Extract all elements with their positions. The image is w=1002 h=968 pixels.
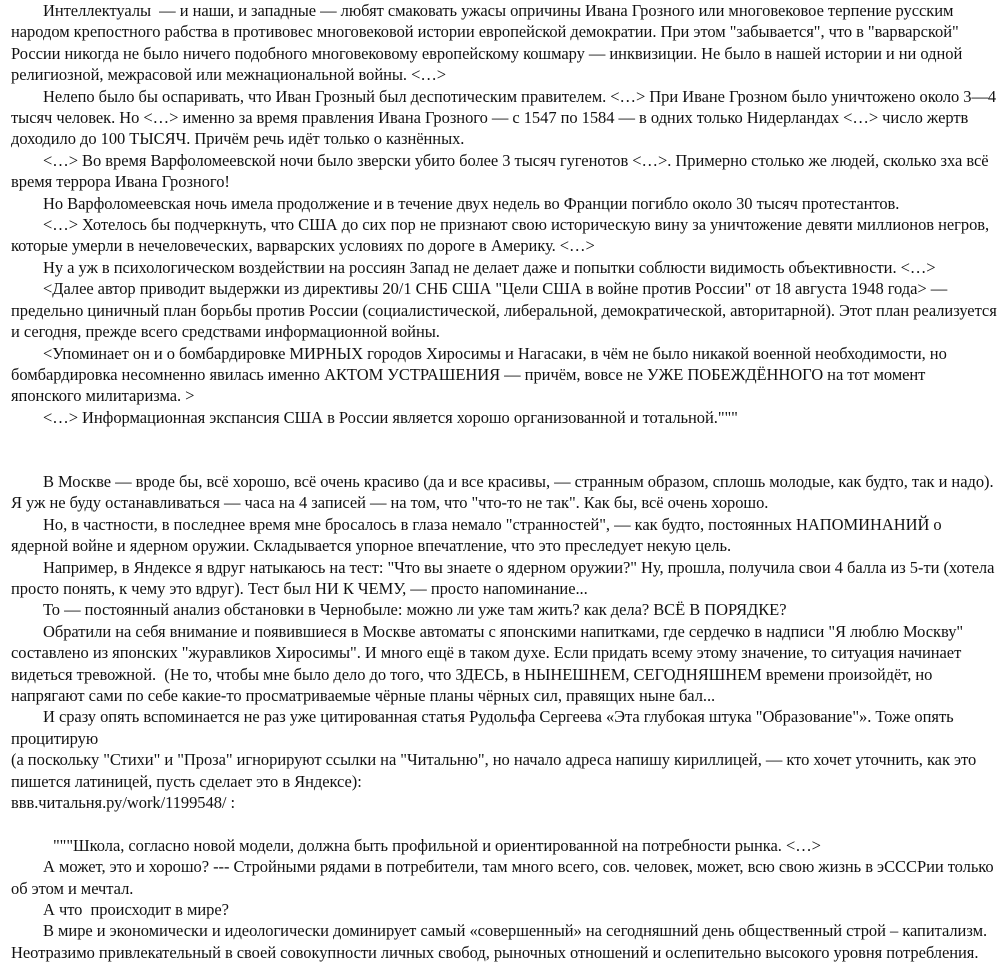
paragraph: А может, это и хорошо? --- Стройными рядами в потребители, там много всего, сов. человек, может, всю свою жизнь в эСССРии только об этом и мечтал. [11, 857, 998, 898]
paragraph: В Москве — вроде бы, всё хорошо, всё очень красиво (да и все красивы, — странным образом, сплошь молодые, как будто, так и надо). Я уж не буду останавливаться — часа на 4 записей — на том, что "что-то не так". Как бы, всё очень хорошо. [11, 471, 998, 513]
paragraph: Обратили на себя внимание и появившиеся в Москве автоматы с японскими напитками, где сердечко в надписи "Я люблю Москву" составлено из японских "журавликов Хиросимы". И много ещё в таком духе. Если придать всему этому значение, то ситуация начинает видеться тревожной. (Не то, чтобы мне было дело до того, что ЗДЕСЬ, в НЫНЕШНЕМ, СЕГОДНЯШНЕМ времени произойдёт, но напрягают сами по себе какие-то просматриваемые чёрные планы чёрных сил, правящих ныне бал... [11, 621, 968, 705]
paragraph: <Далее автор приводит выдержки из директивы 20/1 СНБ США "Цели США в войне против России" от 18 августа 1948 года> — предельно циничный план борьбы против России (социалистической, либеральной, демократической, авторитарной). Этот план реализуется и сегодня, прежде всего средствами информационной войны. [11, 279, 1001, 342]
paragraph: <…> Информационная экспансия США в России является хорошо организованной и тотальной.""" [43, 407, 738, 427]
link-text: ввв.читальня.ру/work/1199548/ : [11, 793, 236, 812]
paragraph: Например, в Яндексе я вдруг натыкаюсь на тест: "Что вы знаете о ядерном оружии?" Ну, прошла, получила свои 4 балла из 5-ти (хотела просто понять, к чему это вдруг). Тест был НИ К ЧЕМУ, — просто напоминание... [11, 557, 999, 598]
paragraph: В мире и экономически и идеологически доминирует самый «совершенный» на сегодняшний день общественный строй – капитализм. Неотразимо привлекательный в своей совокупности личных свобод, рыночных отношений и ослепительно высокого уровня потребления. [11, 921, 992, 962]
paragraph: <Упоминает он и о бомбардировке МИРНЫХ городов Хиросимы и Нагасаки, в чём не было никакой военной необходимости, но бомбардировка несомненно явилась именно АКТОМ УСТРАШЕНИЯ — причём, вовсе не УЖЕ ПОБЕЖДЁННОГО на тот момент японского милитаризма. > [11, 343, 951, 406]
paragraph: """Школа, согласно новой модели, должна быть профильной и ориентированной на потребности рынка. <…> [53, 835, 821, 855]
document-body [11, 0, 999, 963]
paragraph: То — постоянный анализ обстановки в Чернобыле: можно ли уже там жить? как дела? ВСЁ В ПОРЯДКЕ? [43, 600, 787, 620]
paragraph: Но, в частности, в последнее время мне бросалось в глаза немало "странностей", — как будто, постоянных НАПОМИНАНИЙ о ядерной войне и ядерном оружии. Складывается упорное впечатление, что это преследует некую цель. [11, 514, 946, 556]
paragraph: И сразу опять вспоминается не раз уже цитированная статья Рудольфа Сергеева «Эта глубокая штука "Образование"». Тоже опять процитирую [11, 707, 958, 748]
paragraph: (а поскольку "Стихи" и "Проза" игнорируют ссылки на "Читальню", но начало адреса напишу кириллицей, — кто хочет уточнить, как это пишется латиницей, пусть сделает это в Яндексе): [11, 750, 981, 791]
blank-line [11, 428, 999, 449]
paragraph: Но Варфоломеевская ночь имела продолжение и в течение двух недель во Франции погибло около 30 тысяч протестантов. [43, 193, 900, 213]
paragraph: Ну а уж в психологическом воздействии на россиян Запад не делает даже и попытки соблюсти видимость объективности. <…> [43, 257, 936, 277]
paragraph: А что происходит в мире? [43, 900, 229, 920]
paragraph: <…> Во время Варфоломеевской ночи было зверски убито более 3 тысяч гугенотов <…>. Примерно столько же людей, сколько зха всё время террора Ивана Грозного! [11, 150, 993, 192]
blank-line [11, 450, 999, 471]
blank-line [11, 813, 999, 834]
paragraph: Интеллектуалы — и наши, и западные — любят смаковать ужасы опричины Ивана Грозного или многовековое терпение русским народом крепостного рабства в противовес многовековой истории европейской демократии. При этом "забывается", что в "варварской" России никогда не было ничего подобного многовековому европейскому кошмару — инквизиции. Не было в нашей истории и ни одной религиозной, межрасовой или межнациональной войны. <…> [11, 1, 967, 85]
paragraph: <…> Хотелось бы подчеркнуть, что США до сих пор не признают свою историческую вину за уничтожение девяти миллионов негров, которые умерли в нечеловеческих, варварских условиях по дороге в Америку. <…> [11, 215, 994, 256]
paragraph: Нелепо было бы оспаривать, что Иван Грозный был деспотическим правителем. <…> При Иване Грозном было уничтожено около 3—4 тысяч человек. Но <…> именно за время правления Ивана Грозного — с 1547 по 1584 — в одних только Нидерландах <…> число жертв доходило до 100 ТЫСЯЧ. Причём речь идёт только о казнённых. [11, 86, 1001, 149]
